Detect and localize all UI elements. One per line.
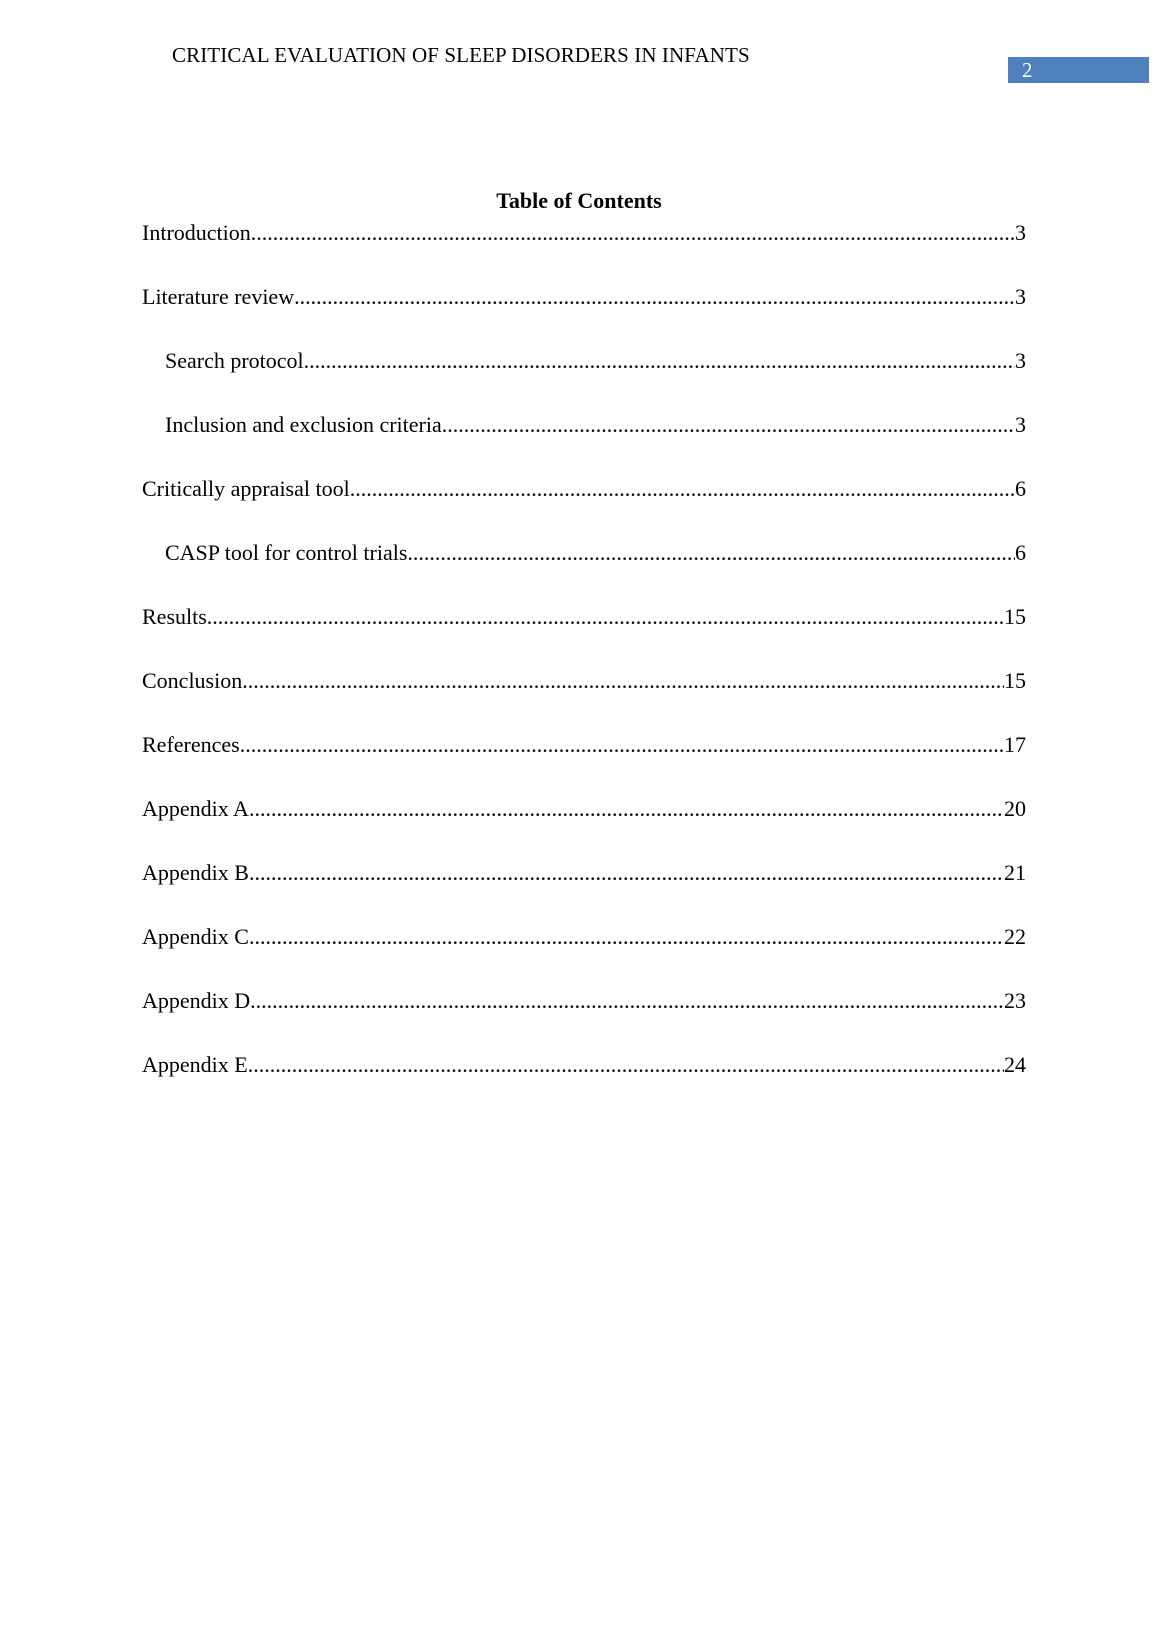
toc-list	[142, 216, 1026, 1112]
toc-entry-references[interactable]	[142, 728, 1026, 792]
toc-dot-leader	[207, 600, 1004, 634]
toc-entry-label: Conclusion	[142, 668, 243, 693]
toc-entry-appendix-b[interactable]	[142, 856, 1026, 920]
toc-entry-introduction[interactable]	[142, 216, 1026, 280]
toc-entry-page: 3	[1015, 412, 1026, 437]
page-number-badge	[1008, 57, 1149, 83]
running-head: CRITICAL EVALUATION OF SLEEP DISORDERS IN INFANTS	[172, 43, 750, 67]
toc-dot-leader	[240, 728, 1004, 762]
toc-dot-leader	[350, 472, 1015, 506]
toc-dot-leader	[248, 1048, 1004, 1082]
toc-entry-inclusion-exclusion-criteria[interactable]	[142, 408, 1026, 472]
toc-dot-leader	[251, 216, 1015, 250]
toc-dot-leader	[249, 856, 1004, 890]
toc-entry-appendix-c[interactable]	[142, 920, 1026, 984]
toc-dot-leader	[304, 344, 1015, 378]
toc-entry-critically-appraisal-tool[interactable]	[142, 472, 1026, 536]
toc-entry-casp-tool[interactable]	[142, 536, 1026, 600]
toc-entry-literature-review[interactable]	[142, 280, 1026, 344]
toc-entry-page: 15	[1004, 604, 1026, 629]
toc-entry-appendix-e[interactable]	[142, 1048, 1026, 1112]
toc-entry-label: References	[142, 732, 240, 757]
toc-entry-page: 3	[1015, 220, 1026, 245]
toc-entry-label: Critically appraisal tool	[142, 476, 350, 501]
toc-entry-page: 6	[1015, 540, 1026, 565]
toc-entry-results[interactable]	[142, 600, 1026, 664]
toc-dot-leader	[407, 536, 1015, 570]
toc-entry-page: 20	[1004, 796, 1026, 821]
toc-entry-page: 15	[1004, 668, 1026, 693]
toc-dot-leader	[242, 664, 1004, 698]
toc-entry-page: 17	[1004, 732, 1026, 757]
toc-entry-search-protocol[interactable]	[142, 344, 1026, 408]
toc-entry-page: 23	[1004, 988, 1026, 1013]
toc-entry-label: Search protocol	[165, 348, 304, 373]
toc-entry-page: 3	[1015, 284, 1026, 309]
toc-title: Table of Contents	[496, 188, 662, 213]
toc-dot-leader	[249, 792, 1004, 826]
toc-entry-appendix-d[interactable]	[142, 984, 1026, 1048]
toc-entry-label: Appendix A	[142, 796, 249, 821]
toc-dot-leader	[442, 408, 1015, 442]
toc-entry-label: Results	[142, 604, 207, 629]
toc-entry-label: Introduction	[142, 220, 251, 245]
page-number: 2	[1022, 58, 1033, 82]
toc-entry-conclusion[interactable]	[142, 664, 1026, 728]
toc-entry-page: 3	[1015, 348, 1026, 373]
toc-dot-leader	[250, 984, 1004, 1018]
toc-entry-label: CASP tool for control trials	[165, 540, 408, 565]
toc-entry-label: Appendix E	[142, 1052, 248, 1077]
toc-dot-leader	[249, 920, 1004, 954]
toc-entry-label: Literature review	[142, 284, 295, 309]
toc-entry-page: 24	[1004, 1052, 1026, 1077]
toc-entry-label: Appendix D	[142, 988, 251, 1013]
toc-entry-page: 22	[1004, 924, 1026, 949]
toc-dot-leader	[294, 280, 1015, 314]
toc-entry-page: 6	[1015, 476, 1026, 501]
toc-entry-page: 21	[1004, 860, 1026, 885]
toc-entry-label: Appendix B	[142, 860, 249, 885]
toc-entry-label: Inclusion and exclusion criteria	[165, 412, 442, 437]
toc-entry-appendix-a[interactable]	[142, 792, 1026, 856]
toc-entry-label: Appendix C	[142, 924, 249, 949]
